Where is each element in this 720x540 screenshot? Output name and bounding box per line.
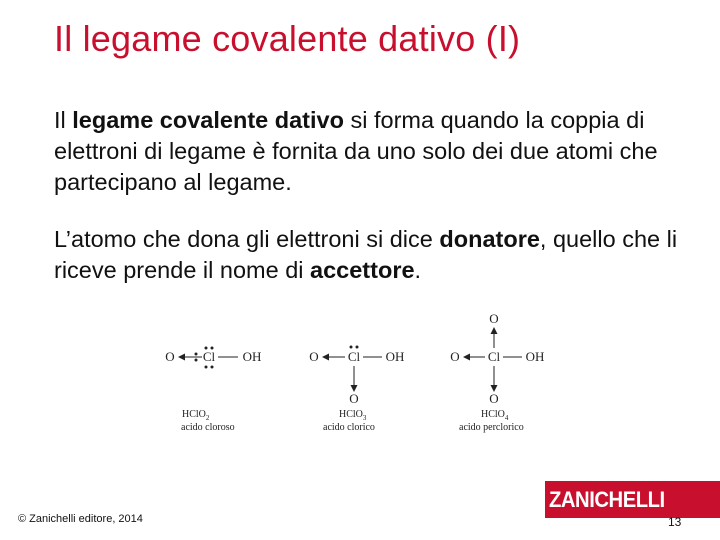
acid-name-label: acido cloroso: [181, 422, 235, 433]
oxygen-atom: O: [349, 391, 359, 406]
lone-pair-dot: [356, 346, 359, 349]
p2-text-1: L’atomo che dona gli elettroni si dice: [54, 226, 440, 252]
p1-post: si forma quando la coppia di elettroni di legame è fornita da uno solo dei due atomi che partecipano al legame.: [54, 107, 658, 195]
molecule-hclo2: [165, 347, 261, 434]
molecule-hclo4: [450, 311, 544, 433]
lone-pair-dot: [195, 359, 198, 362]
oxygen-atom: O: [309, 349, 319, 364]
paragraph-donor-acceptor: [54, 224, 694, 286]
zanichelli-logo: [545, 481, 720, 518]
formula-label: HClO$_4$: [481, 409, 509, 422]
lone-pair-dot: [211, 366, 214, 369]
chlorine-atom: Cl: [202, 349, 216, 364]
oxygen-atom: O: [450, 349, 460, 364]
formula-label: HClO$_3$: [339, 409, 367, 422]
p2-bold-donatore: donatore: [439, 226, 540, 252]
lone-pair-dot: [205, 347, 208, 350]
formula-label: HClO$_2$: [182, 409, 210, 422]
acid-name-label: acido perclorico: [459, 422, 524, 433]
oxygen-atom: O: [489, 311, 499, 326]
lone-pair-dot: [211, 347, 214, 350]
copyright-text: © Zanichelli editore, 2014: [18, 513, 143, 525]
page-number: 13: [668, 515, 682, 529]
hydroxyl-group: OH: [385, 349, 405, 364]
oxygen-atom: O: [165, 349, 175, 364]
hydroxyl-group: OH: [525, 349, 545, 364]
acid-name-label: acido clorico: [323, 422, 375, 433]
p2-text-2: , quello che li riceve prende il nome di: [54, 226, 678, 283]
slide-title: Il legame covalente dativo (I): [54, 18, 521, 59]
logo-text: ZANICHELLI: [549, 487, 665, 512]
hydroxyl-group: OH: [242, 349, 262, 364]
p2-text-3: .: [414, 257, 422, 283]
lone-pair-dot: [195, 353, 198, 356]
molecule-hclo3: [309, 346, 404, 434]
chlorine-atom: Cl: [347, 349, 361, 364]
oxyacids-diagram: [150, 305, 570, 440]
chlorine-atom: Cl: [487, 349, 501, 364]
p2-bold-accettore: accettore: [310, 257, 415, 283]
p1-bold-term: legame covalente dativo: [72, 107, 344, 133]
paragraph-definition: [54, 105, 674, 198]
oxygen-atom: O: [489, 391, 499, 406]
lone-pair-dot: [205, 366, 208, 369]
lone-pair-dot: [350, 346, 353, 349]
p1-pre: Il: [54, 107, 73, 133]
